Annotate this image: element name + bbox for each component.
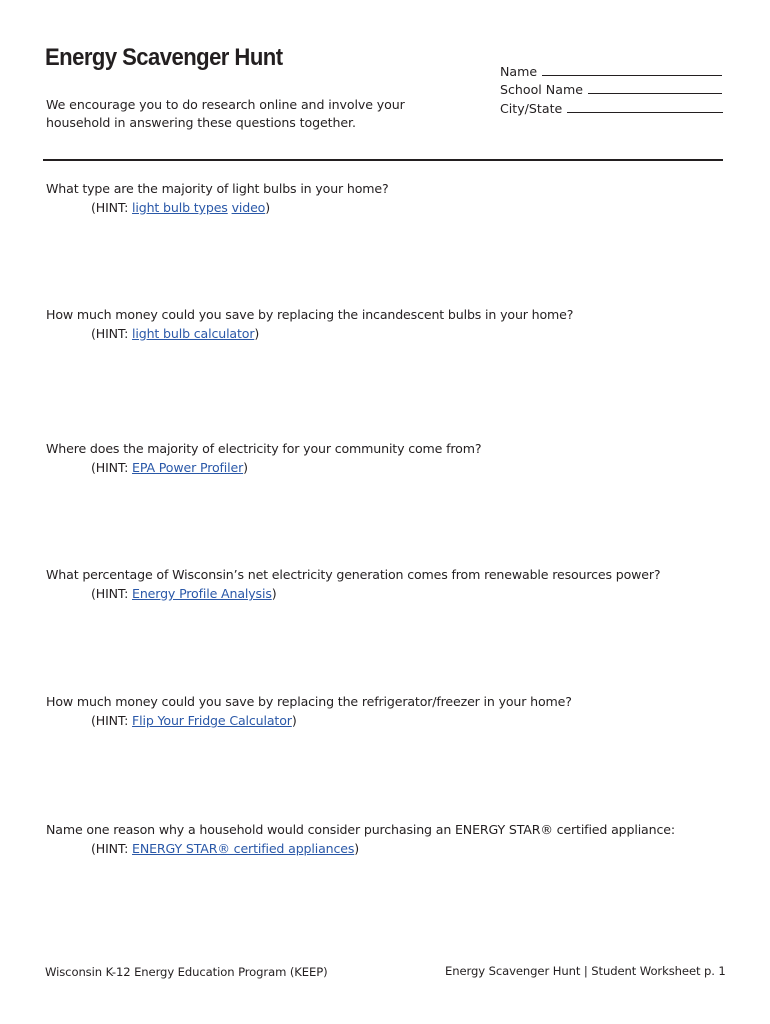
- question-4-text: What percentage of Wisconsin’s net electricity generation comes from renewable resources power?: [46, 567, 661, 582]
- name-field-label: Name: [500, 63, 538, 79]
- question-5: [46, 692, 736, 730]
- hint-suffix: ): [354, 841, 360, 856]
- student-info-fields: [500, 60, 732, 116]
- footer-page-info: Energy Scavenger Hunt | Student Worksheet p. 1: [445, 964, 726, 978]
- question-2: [46, 305, 736, 343]
- light-bulb-types-link[interactable]: light bulb types: [132, 200, 228, 215]
- city-state-field[interactable]: [500, 97, 732, 116]
- question-4-hint: [46, 584, 736, 603]
- hint-suffix: ): [254, 326, 260, 341]
- question-3-hint: [46, 458, 736, 477]
- question-1-hint: [46, 198, 736, 217]
- hint-prefix: (HINT:: [91, 326, 133, 341]
- question-5-hint: [46, 711, 736, 730]
- footer-program-name: Wisconsin K-12 Energy Education Program (KEEP): [45, 965, 328, 979]
- school-name-field-line[interactable]: [588, 81, 722, 94]
- question-6-text: Name one reason why a household would consider purchasing an ENERGY STAR® certified appliance:: [46, 822, 675, 837]
- name-field[interactable]: [500, 60, 732, 79]
- question-3-text: Where does the majority of electricity for your community come from?: [46, 441, 482, 456]
- page-title: Energy Scavenger Hunt: [45, 44, 283, 71]
- question-1-text: What type are the majority of light bulbs in your home?: [46, 181, 389, 196]
- hint-prefix: (HINT:: [91, 460, 133, 475]
- energy-star-appliances-link[interactable]: ENERGY STAR® certified appliances: [132, 841, 355, 856]
- hint-suffix: ): [291, 713, 297, 728]
- question-2-text: How much money could you save by replacing the incandescent bulbs in your home?: [46, 307, 574, 322]
- energy-profile-analysis-link[interactable]: Energy Profile Analysis: [132, 586, 272, 601]
- question-1: [46, 179, 736, 217]
- name-field-line[interactable]: [542, 63, 722, 76]
- hint-suffix: ): [265, 200, 270, 215]
- flip-your-fridge-calculator-link[interactable]: Flip Your Fridge Calculator: [132, 713, 292, 728]
- hint-prefix: (HINT:: [91, 586, 133, 601]
- hint-prefix: (HINT:: [91, 713, 133, 728]
- question-3: [46, 439, 736, 477]
- hint-suffix: ): [243, 460, 248, 475]
- epa-power-profiler-link[interactable]: EPA Power Profiler: [132, 460, 244, 475]
- city-state-field-label: City/State: [500, 100, 563, 116]
- video-link[interactable]: video: [231, 200, 266, 215]
- question-4: [46, 565, 736, 603]
- school-name-field[interactable]: [500, 79, 732, 98]
- hint-prefix: (HINT:: [91, 200, 133, 215]
- intro-text: We encourage you to do research online and involve your household in answering these questions together.: [46, 97, 405, 130]
- question-5-text: How much money could you save by replacing the refrigerator/freezer in your home?: [46, 694, 572, 709]
- hint-suffix: ): [271, 586, 277, 601]
- question-6: [46, 820, 736, 858]
- city-state-field-line[interactable]: [567, 100, 723, 113]
- header-divider: [43, 159, 723, 161]
- question-2-hint: [46, 324, 736, 343]
- light-bulb-calculator-link[interactable]: light bulb calculator: [132, 326, 255, 341]
- school-name-field-label: School Name: [500, 82, 583, 97]
- question-6-hint: [46, 839, 736, 858]
- hint-prefix: (HINT:: [91, 841, 133, 856]
